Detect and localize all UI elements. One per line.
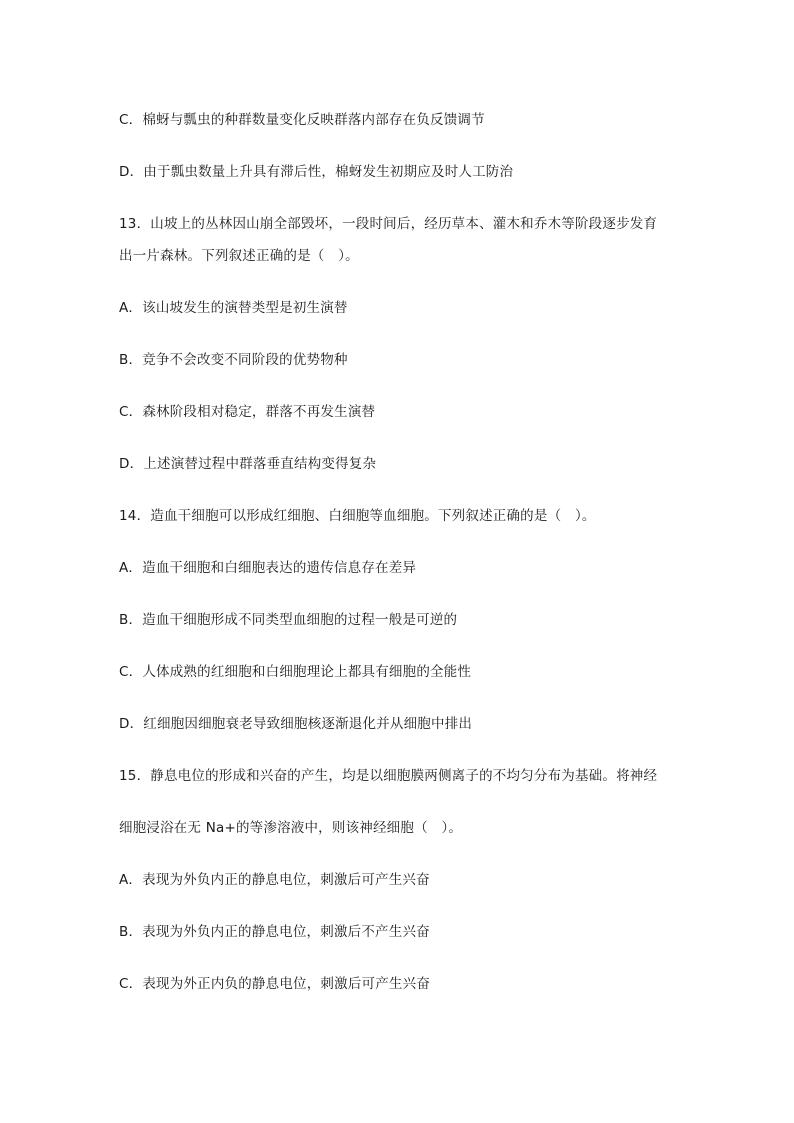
option-14c: C．人体成熟的红细胞和白细胞理论上都具有细胞的全能性 (119, 664, 472, 680)
question-13-line-2: 出一片森林。下列叙述正确的是（ ）。 (119, 248, 359, 264)
option-13b: B．竞争不会改变不同阶段的优势物种 (119, 352, 348, 368)
option-14b: B．造血干细胞形成不同类型血细胞的过程一般是可逆的 (119, 612, 458, 628)
option-12c: C．棉蚜与瓢虫的种群数量变化反映群落内部存在负反馈调节 (119, 112, 485, 128)
option-13d: D．上述演替过程中群落垂直结构变得复杂 (119, 456, 377, 472)
question-15-line-2: 细胞浸浴在无 Na+的等渗溶液中，则该神经细胞（ ）。 (119, 820, 463, 836)
option-15b: B．表现为外负内正的静息电位，刺激后不产生兴奋 (119, 924, 430, 940)
option-15c: C．表现为外正内负的静息电位，刺激后可产生兴奋 (119, 976, 431, 992)
question-15-line-1: 15．静息电位的形成和兴奋的产生，均是以细胞膜两侧离子的不均匀分布为基础。将神经 (119, 768, 658, 784)
option-12d: D．由于瓢虫数量上升具有滞后性，棉蚜发生初期应及时人工防治 (119, 164, 514, 180)
option-15a: A．表现为外负内正的静息电位，刺激后可产生兴奋 (119, 872, 430, 888)
question-13-line-1: 13．山坡上的丛林因山崩全部毁坏，一段时间后，经历草本、灌木和乔木等阶段逐步发育 (119, 216, 658, 232)
option-13a: A．该山坡发生的演替类型是初生演替 (119, 300, 348, 316)
option-14d: D．红细胞因细胞衰老导致细胞核逐渐退化并从细胞中排出 (119, 716, 473, 732)
question-14: 14．造血干细胞可以形成红细胞、白细胞等血细胞。下列叙述正确的是（ ）。 (119, 508, 596, 524)
option-14a: A．造血干细胞和白细胞表达的遗传信息存在差异 (119, 560, 417, 576)
option-13c: C．森林阶段相对稳定，群落不再发生演替 (119, 404, 376, 420)
